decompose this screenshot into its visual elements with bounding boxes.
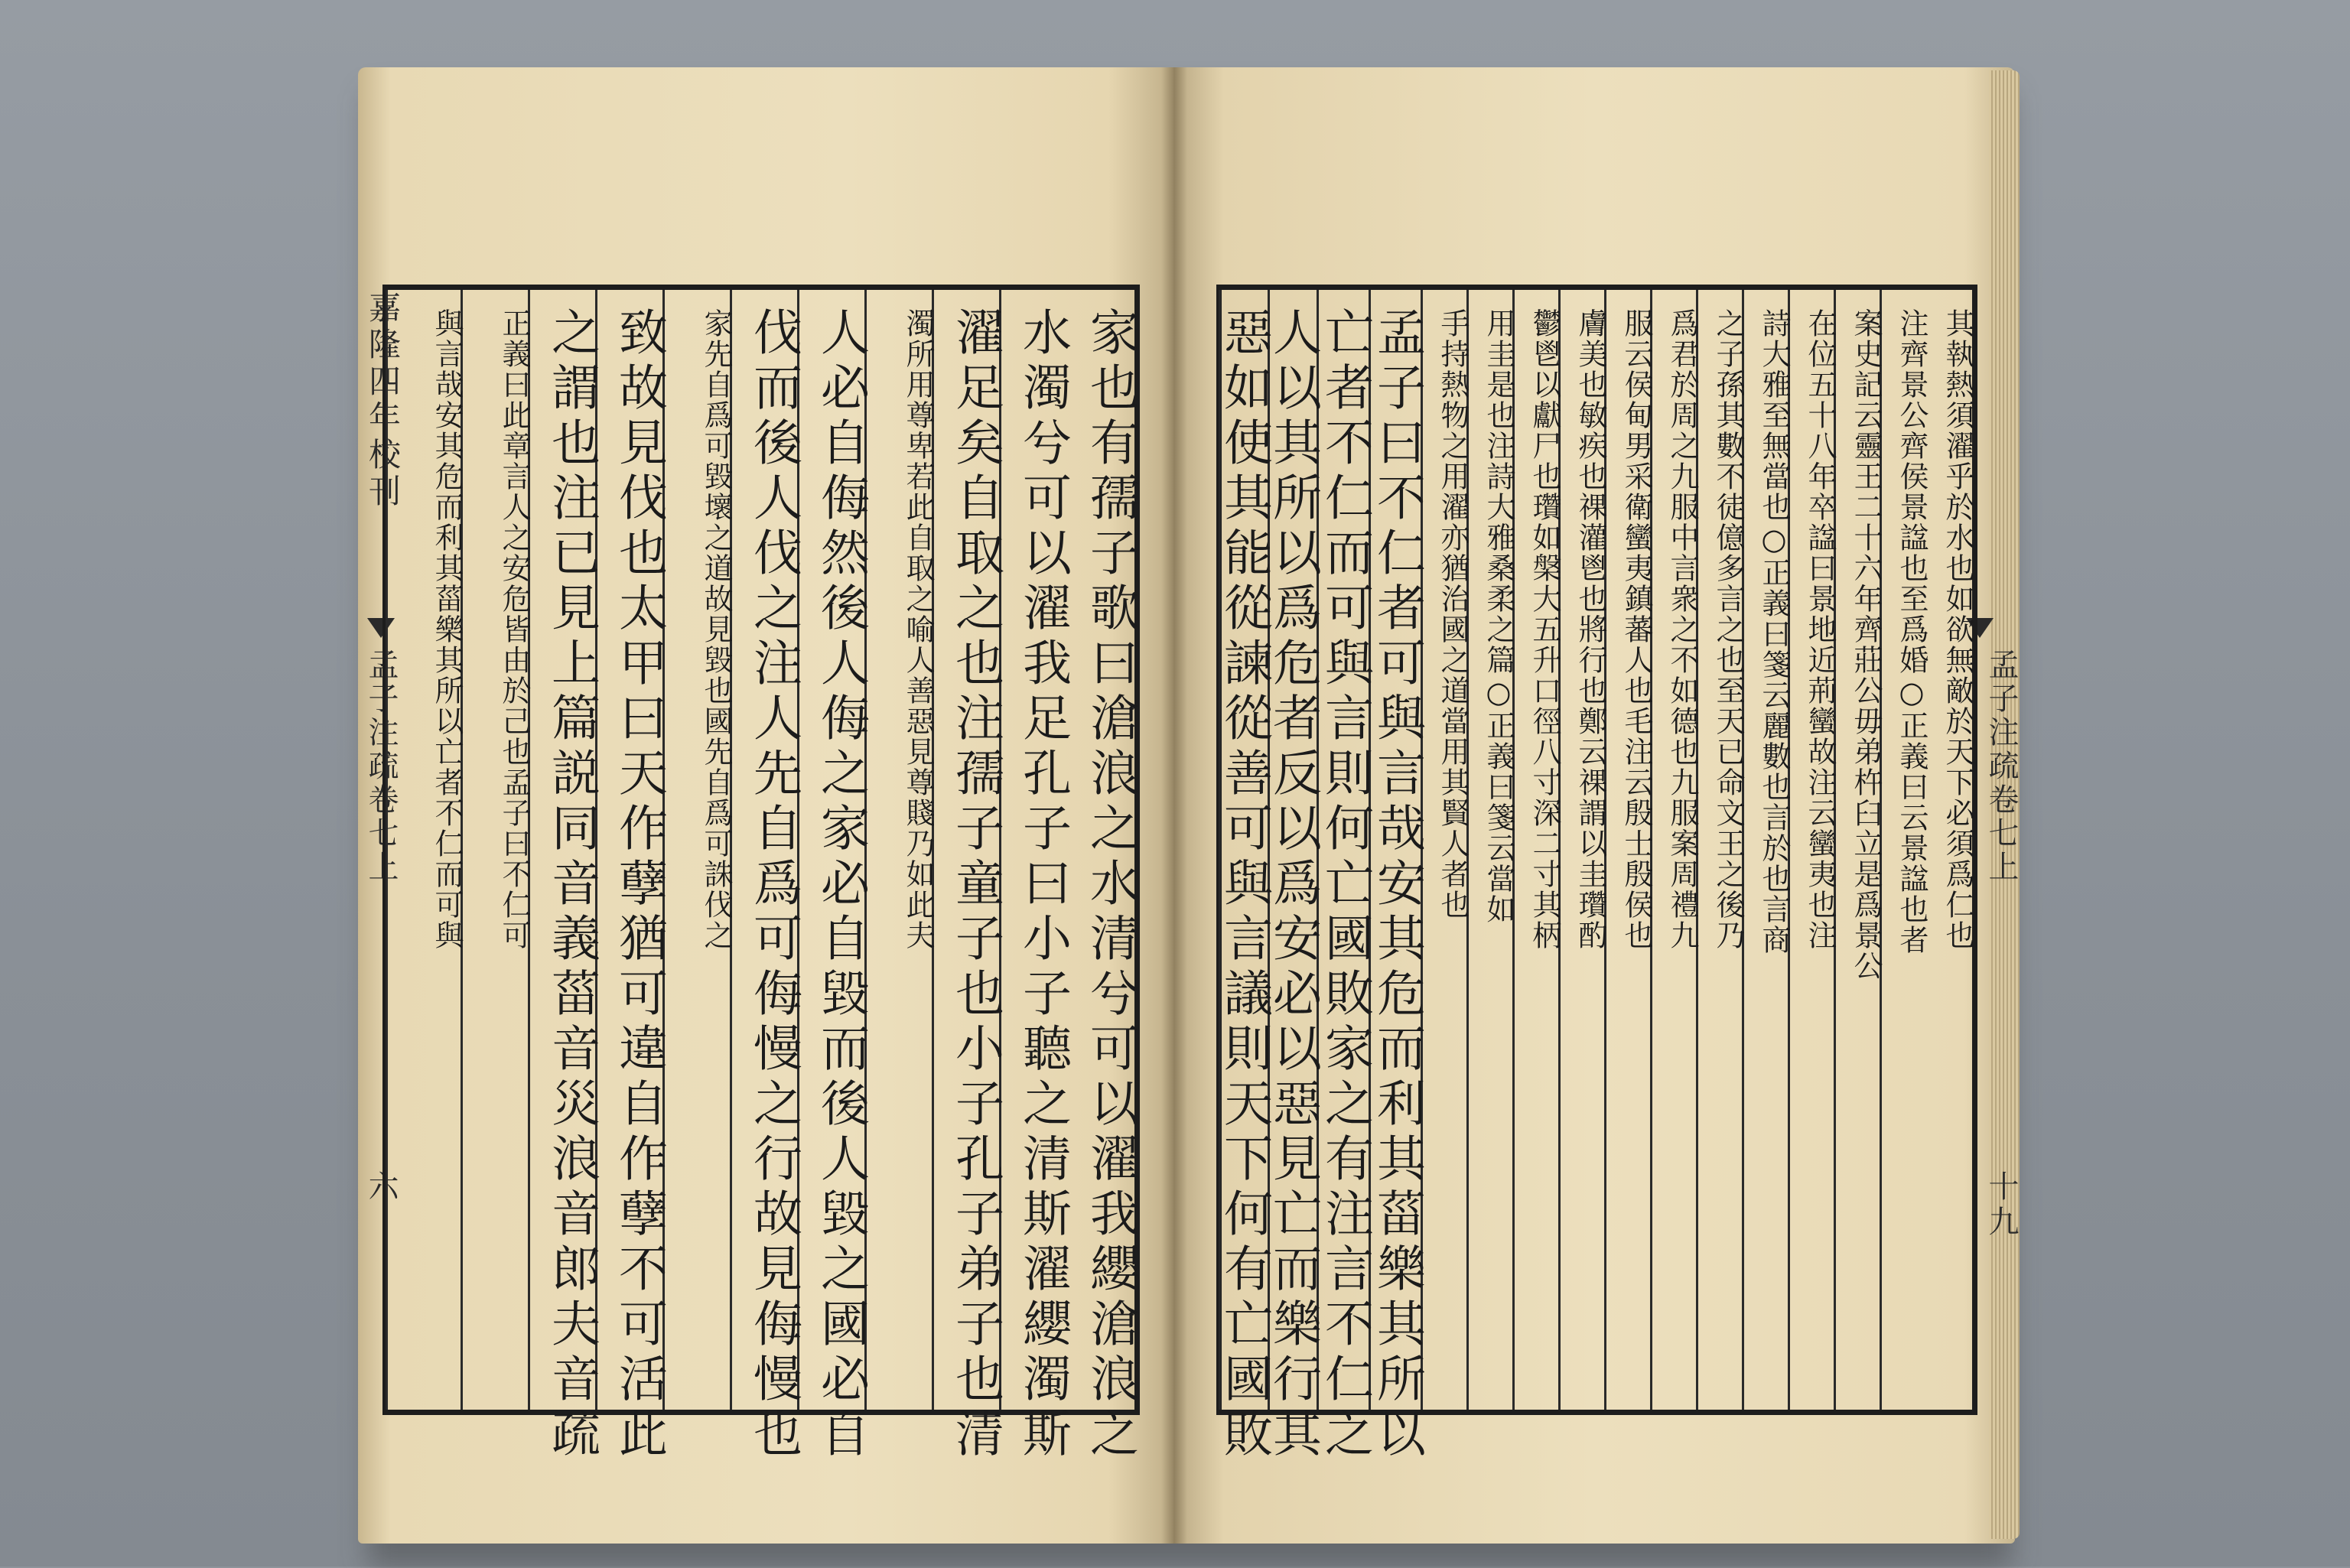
text-column: 詩大雅至無當也○正義曰箋云麗數也言於也言商 <box>1742 290 1789 1410</box>
text-column: 正義曰此章言人之安危皆由於己也孟子曰不仁可 <box>461 290 529 1410</box>
text-column: 其執熱須濯乎於水也如欲無敵於天下必須爲仁也 <box>1941 308 1974 951</box>
text-column: 膚美也敏疾也祼灌鬯也將行也鄭云祼謂以圭瓚酌 <box>1558 290 1605 1410</box>
text-column: 服云侯甸男采衛蠻夷鎮蕃人也毛注云殷士殷侯也 <box>1604 290 1651 1410</box>
text-column: 用圭是也注詩大雅桑柔之篇○正義曰箋云當如 <box>1466 290 1513 1410</box>
text-column: 亡者不仁而可與言則何亡國敗家之有注言不仁之 <box>1317 290 1369 1410</box>
text-column: 爲君於周之九服中言衆之不如德也九服案周禮九 <box>1650 290 1697 1410</box>
text-column: 人以其所以爲危者反以爲安必以惡見亡而樂行其 <box>1268 290 1317 1410</box>
text-column: 濁所用尊卑若此自取之喻人善惡見尊賤乃如此夫 <box>864 290 933 1410</box>
text-column: 手持熱物之用濯亦猶治國之道當用其賢人者也 <box>1421 290 1467 1410</box>
left-margin-title: 孟子注疏卷七上 <box>363 649 399 884</box>
left-folio: 六 <box>363 1170 399 1205</box>
text-column: 家也有孺子歌曰滄浪之水清兮可以濯我纓滄浪之 <box>1082 307 1138 1463</box>
edition-note: 嘉隆四年校刊 <box>364 291 402 511</box>
text-column: 人必自侮然後人侮之家必自毀而後人毀之國必自 <box>797 290 865 1410</box>
text-column: 之謂也注已見上篇説同音義菑音災浪音郎夫音疏 <box>528 290 596 1410</box>
text-column: 與言哉安其危而利其菑樂其所以亡者不仁而可與 <box>386 290 461 1410</box>
text-column: 鬱鬯以獻尸也瓚如槃大五升口徑八寸深二寸其柄 <box>1512 290 1559 1410</box>
text-column: 濯足矣自取之也注孺子童子也小子孔子弟子也清 <box>932 290 1000 1410</box>
text-column: 惡如使其能從諫從善可與言議則天下何有亡國敗 <box>1219 290 1268 1410</box>
right-text-frame <box>1216 285 1977 1463</box>
text-column: 伐而後人伐之注人先自爲可侮慢之行故見侮慢也 <box>730 290 798 1410</box>
text-column: 水濁兮可以濯我足孔子曰小子聽之清斯濯纓濁斯 <box>999 290 1067 1410</box>
text-column: 在位五十八年卒諡曰景地近荊蠻故注云蠻夷也注 <box>1788 290 1834 1410</box>
right-margin-title: 孟子注疏卷七上 <box>1984 649 2019 884</box>
text-column: 之子孫其數不徒億多言之也至天已命文王之後乃 <box>1696 290 1743 1410</box>
text-column: 致故見伐也太甲曰天作孽猶可違自作孽不可活此 <box>595 290 663 1410</box>
text-column: 案史記云靈王二十六年齊莊公毋弟杵臼立是爲景公 <box>1834 290 1880 1410</box>
text-column: 孟子曰不仁者可與言哉安其危而利其菑樂其所以 <box>1369 290 1421 1410</box>
text-column: 家先自爲可毀壞之道故見毀也國先自爲可誅伐之 <box>662 290 731 1410</box>
text-column: 注齊景公齊侯景諡也至爲婚○正義曰云景諡也者 <box>1880 290 1926 1410</box>
book-spine <box>1161 67 1187 1544</box>
left-text-frame <box>382 285 1140 1463</box>
right-folio: 十九 <box>1984 1170 2019 1241</box>
